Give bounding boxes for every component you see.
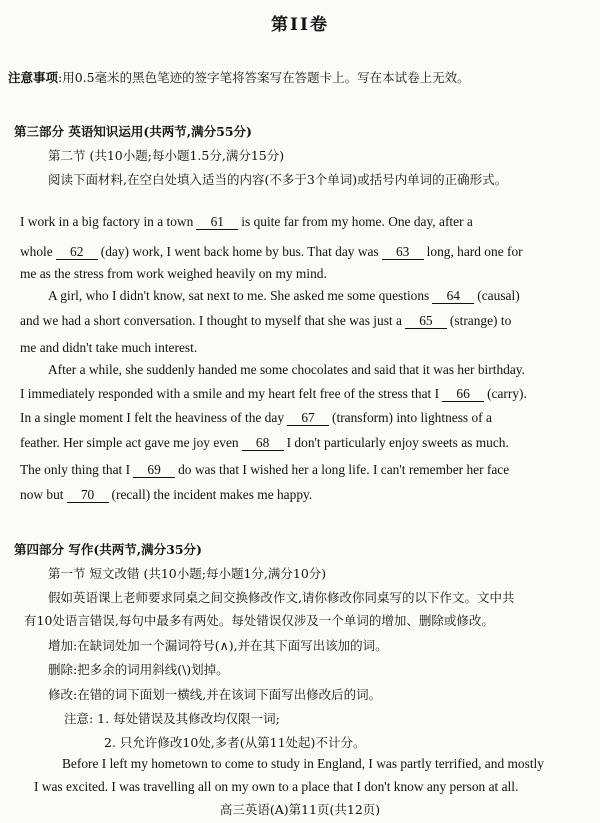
part4-instruction-1: 假如英语课上老师要求同桌之间交换修改作文,请你修改你同桌写的以下作文。文中共 [48, 590, 515, 605]
notice [8, 68, 470, 86]
passage-line: After a while, she suddenly handed me some chocolates and said that it was her birthday. [48, 362, 525, 377]
passage-text: A girl, who I didn't know, sat next to me. She asked me some questions [48, 288, 430, 303]
blank-62[interactable]: 62 [56, 245, 98, 260]
passage-line [48, 288, 520, 304]
passage-text: now but [20, 487, 64, 502]
passage-text: I don't particularly enjoy sweets as much. [286, 435, 509, 450]
note-1: 注意: 1. 每处错误及其修改均仅限一词; [64, 711, 280, 726]
passage-text: (carry). [487, 386, 527, 401]
passage-line [20, 435, 509, 451]
page-footer: 高三英语(A)第11页(共12页) [219, 802, 381, 817]
blank-63[interactable]: 63 [382, 245, 424, 260]
note-2: 2. 只允许修改10处,多者(从第11处起)不计分。 [104, 735, 366, 750]
essay-line: I was excited. I was travelling all on my own to a place that I don't know any person at all. [34, 779, 519, 794]
part4-instruction-2: 有10处语言错误,每句中最多有两处。每处错误仅涉及一个单词的增加、删除或修改。 [24, 613, 494, 628]
page-title: 第II卷 [271, 15, 329, 35]
passage-line [20, 244, 523, 260]
notice-label: 注意事项 [8, 70, 59, 85]
passage-text: (strange) to [449, 313, 512, 328]
passage-line [20, 462, 509, 478]
passage-text: I work in a big factory in a town [20, 214, 194, 229]
passage-line [20, 313, 511, 329]
part3-heading: 第三部分 英语知识运用(共两节,满分55分) [14, 124, 252, 139]
passage-line [20, 487, 312, 503]
passage-text: whole [20, 244, 53, 259]
passage-line [20, 214, 473, 230]
blank-67[interactable]: 67 [287, 411, 329, 426]
passage-text: (causal) [477, 288, 520, 303]
rule-add: 增加:在缺词处加一个漏词符号(∧),并在其下面写出该加的词。 [48, 638, 388, 653]
passage-text: (recall) the incident makes me happy. [111, 487, 313, 502]
part4-heading: 第四部分 写作(共两节,满分35分) [14, 542, 202, 557]
passage-line [20, 410, 492, 426]
notice-text: :用0.5毫米的黑色笔迹的签字笔将答案写在答题卡上。写在本试卷上无效。 [58, 70, 470, 85]
passage-line: me and didn't take much interest. [20, 340, 198, 355]
rule-delete: 删除:把多余的词用斜线(\)划掉。 [48, 662, 229, 677]
blank-61[interactable]: 61 [196, 215, 238, 230]
part3-section2: 第二节 (共10小题;每小题1.5分,满分15分) [48, 148, 285, 163]
blank-68[interactable]: 68 [242, 436, 284, 451]
blank-69[interactable]: 69 [133, 463, 175, 478]
part3-instruction: 阅读下面材料,在空白处填入适当的内容(不多于3个单词)或括号内单词的正确形式。 [48, 172, 508, 187]
passage-line: me as the stress from work weighed heavily on my mind. [20, 266, 327, 281]
blank-64[interactable]: 64 [432, 289, 474, 304]
part4-section1: 第一节 短文改错 (共10小题;每小题1分,满分10分) [48, 566, 327, 581]
passage-text: The only thing that I [20, 462, 131, 477]
passage-text: do was that I wished her a long life. I can't remember her face [178, 462, 510, 477]
passage-text: is quite far from my home. One day, after a [241, 214, 473, 229]
passage-text: and we had a short conversation. I thought to myself that she was just a [20, 313, 402, 328]
passage-text: (day) work, I went back home by bus. That day was [100, 244, 379, 259]
passage-text: feather. Her simple act gave me joy even [20, 435, 239, 450]
essay-line: Before I left my hometown to come to study in England, I was partly terrified, and mostly [62, 756, 544, 771]
blank-70[interactable]: 70 [67, 488, 109, 503]
passage-text: In a single moment I felt the heaviness of the day [20, 410, 285, 425]
passage-text: I immediately responded with a smile and my heart felt free of the stress that I [20, 386, 440, 401]
passage-text: long, hard one for [426, 244, 523, 259]
passage-text: (transform) into lightness of a [332, 410, 492, 425]
passage-line [20, 386, 527, 402]
blank-65[interactable]: 65 [405, 314, 447, 329]
blank-66[interactable]: 66 [442, 387, 484, 402]
rule-modify: 修改:在错的词下面划一横线,并在该词下面写出修改后的词。 [48, 687, 382, 702]
